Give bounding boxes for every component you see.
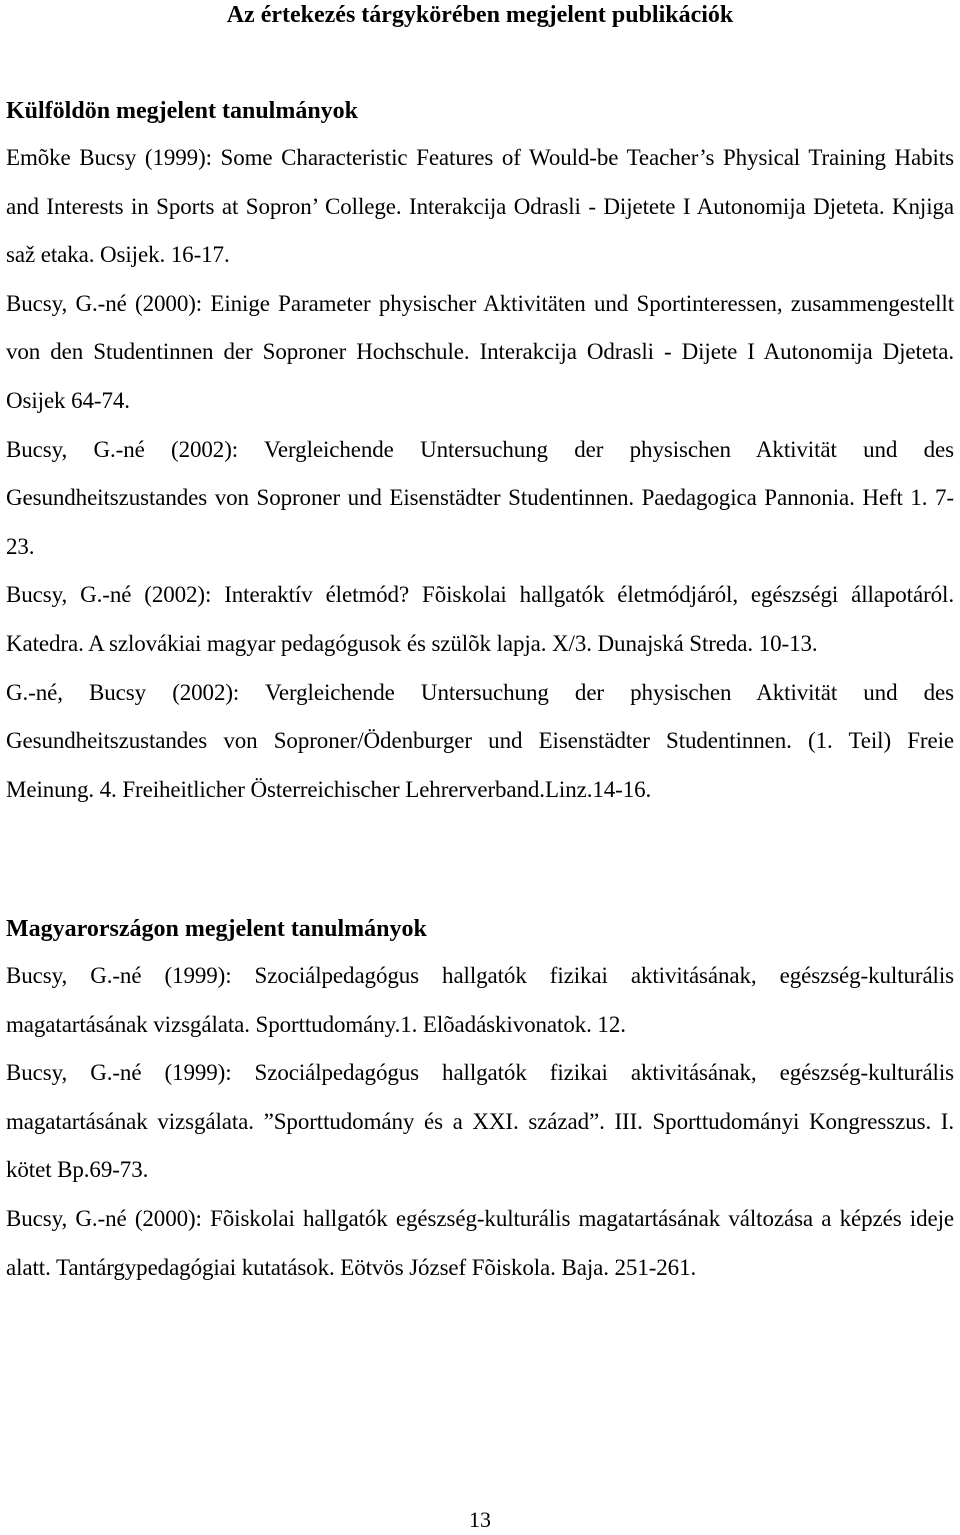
reference-item: Bucsy, G.-né (2000): Fõiskolai hallgatók egészség-kulturális magatartásának változása a képzés ideje alatt. Tantárgypedagógiai kutatások. Eötvös József Fõiskola. Baja. 251-261. xyxy=(6,1205,954,1280)
page-title: Az értekezés tárgykörében megjelent publikációk xyxy=(226,2,734,28)
page-number: 13 xyxy=(469,1507,491,1532)
reference-item: Bucsy, G.-né (2000): Einige Parameter physischer Aktivitäten und Sportinteressen, zusammengestellt von den Studentinnen der Soproner Hochschule. Interakcija Odrasli - Dijete I Autonomija Djeteta. Osijek 64-74. xyxy=(6,290,954,413)
reference-item: Emõke Bucsy (1999): Some Characteristic Features of Would-be Teacher’s Physical Training Habits and Interests in Sports at Sopron’ College. Interakcija Odrasli - Dijetete I Autonomija Djeteta. Knjiga saž etaka. Osijek. 16-17. xyxy=(6,145,954,268)
reference-item: Bucsy, G.-né (2002): Interaktív életmód? Fõiskolai hallgatók életmódjáról, egészségi állapotáról. Katedra. A szlovákiai magyar pedagógusok és szülõk lapja. X/3. Dunajská Streda. 10-13. xyxy=(6,582,954,656)
section-heading-foreign-studies: Külföldön megjelent tanulmányok xyxy=(6,98,359,124)
reference-item: G.-né, Bucsy (2002): Vergleichende Untersuchung der physischen Aktivität und des Gesundheitszustandes von Soproner/Ödenburger und Eisenstädter Studentinnen. (1. Teil) Freie Meinung. 4. Freiheitlicher Österreichischer Lehrerverband.Linz.14-16. xyxy=(6,679,954,802)
reference-item: Bucsy, G.-né (1999): Szociálpedagógus hallgatók fizikai aktivitásának, egészség-kulturális magatartásának vizsgálata. ”Sporttudomány és a XXI. század”. III. Sporttudományi Kongresszus. I. kötet Bp.69-73. xyxy=(6,1060,954,1183)
reference-list-hungarian xyxy=(6,952,954,1292)
reference-list-foreign xyxy=(6,134,954,814)
section-heading-hungarian-studies: Magyarországon megjelent tanulmányok xyxy=(6,916,427,942)
reference-item: Bucsy, G.-né (2002): Vergleichende Untersuchung der physischen Aktivität und des Gesundheitszustandes von Soproner und Eisenstädter Studentinnen. Paedagogica Pannonia. Heft 1. 7-23. xyxy=(6,436,954,559)
reference-item: Bucsy, G.-né (1999): Szociálpedagógus hallgatók fizikai aktivitásának, egészség-kulturális magatartásának vizsgálata. Sporttudomány.1. Elõadáskivonatok. 12. xyxy=(6,963,954,1037)
